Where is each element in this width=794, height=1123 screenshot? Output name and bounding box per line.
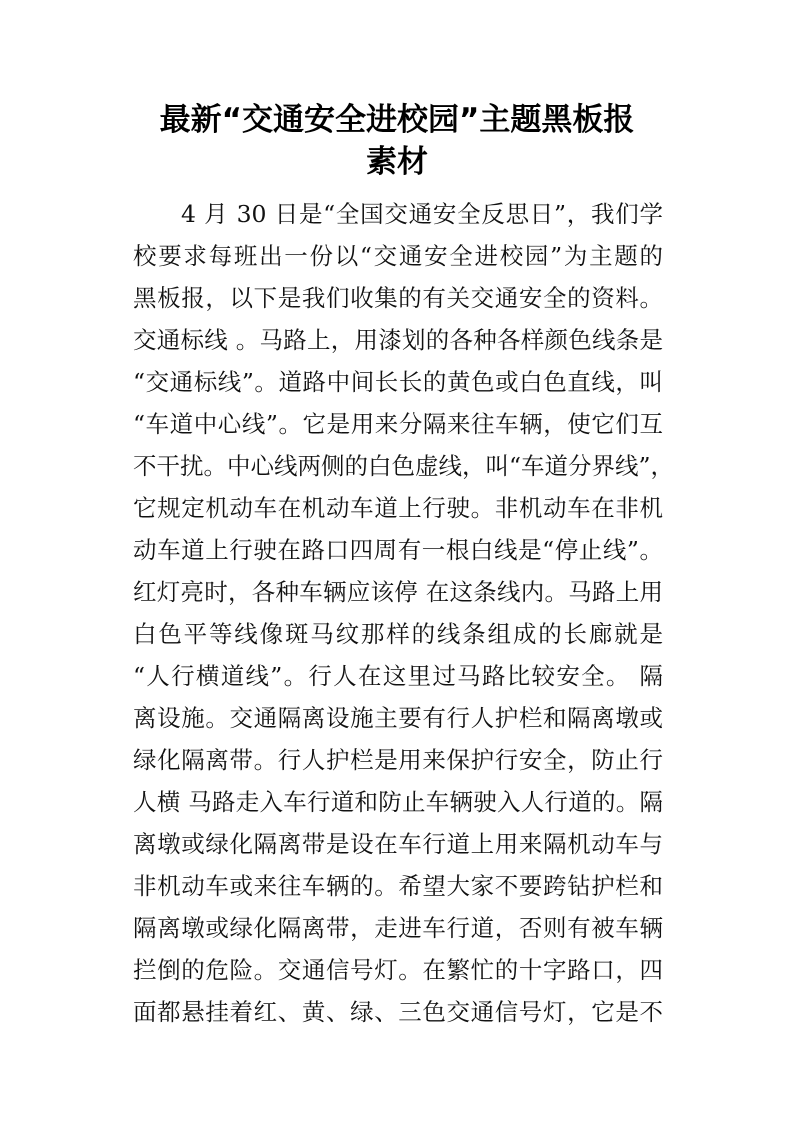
body-line: 黑板报，以下是我们收集的有关交通安全的资料。 (133, 284, 663, 312)
body-line: 拦倒的危险。交通信号灯。在繁忙的十字路口，四 (133, 956, 663, 984)
body-line: 不干扰。中心线两侧的白色虚线，叫“车道分界线”， (133, 452, 675, 480)
body-line: 隔离墩或绿化隔离带，走进车行道，否则有被车辆 (133, 914, 663, 942)
body-line: “人行横道线”。行人在这里过马路比较安全。 隔 (133, 662, 663, 690)
body-line: 红灯亮时，各种车辆应该停 在这条线内。马路上用 (133, 578, 663, 606)
document-title-line-2: 素材 (366, 144, 428, 180)
body-line: 离设施。交通隔离设施主要有行人护栏和隔离墩或 (133, 704, 663, 732)
body-line: 绿化隔离带。行人护栏是用来保护行安全，防止行 (133, 746, 663, 774)
body-line: “交通标线”。道路中间长长的黄色或白色直线，叫 (133, 368, 663, 396)
body-line: 面都悬挂着红、黄、绿、三色交通信号灯，它是不 (133, 998, 663, 1026)
body-line: 交通标线 。马路上，用漆划的各种各样颜色线条是 (133, 326, 663, 354)
body-line: 白色平等线像斑马纹那样的线条组成的长廊就是 (133, 620, 663, 648)
body-line: 校要求每班出一份以“交通安全进校园”为主题的 (133, 242, 663, 270)
document-title-line-1: 最新“交通安全进校园”主题黑板报 (159, 102, 635, 138)
body-line: 人横 马路走入车行道和防止车辆驶入人行道的。隔 (133, 788, 663, 816)
body-line: 它规定机动车在机动车道上行驶。非机动车在非机 (133, 494, 663, 522)
body-line: 非机动车或来往车辆的。希望大家不要跨钻护栏和 (133, 872, 663, 900)
body-line: 4 月 30 日是“全国交通安全反思日”，我们学 (181, 200, 663, 228)
body-line: “车道中心线”。它是用来分隔来往车辆，使它们互 (133, 410, 663, 438)
body-line: 离墩或绿化隔离带是设在车行道上用来隔机动车与 (133, 830, 663, 858)
body-line: 动车道上行驶在路口四周有一根白线是“停止线”。 (133, 536, 663, 564)
